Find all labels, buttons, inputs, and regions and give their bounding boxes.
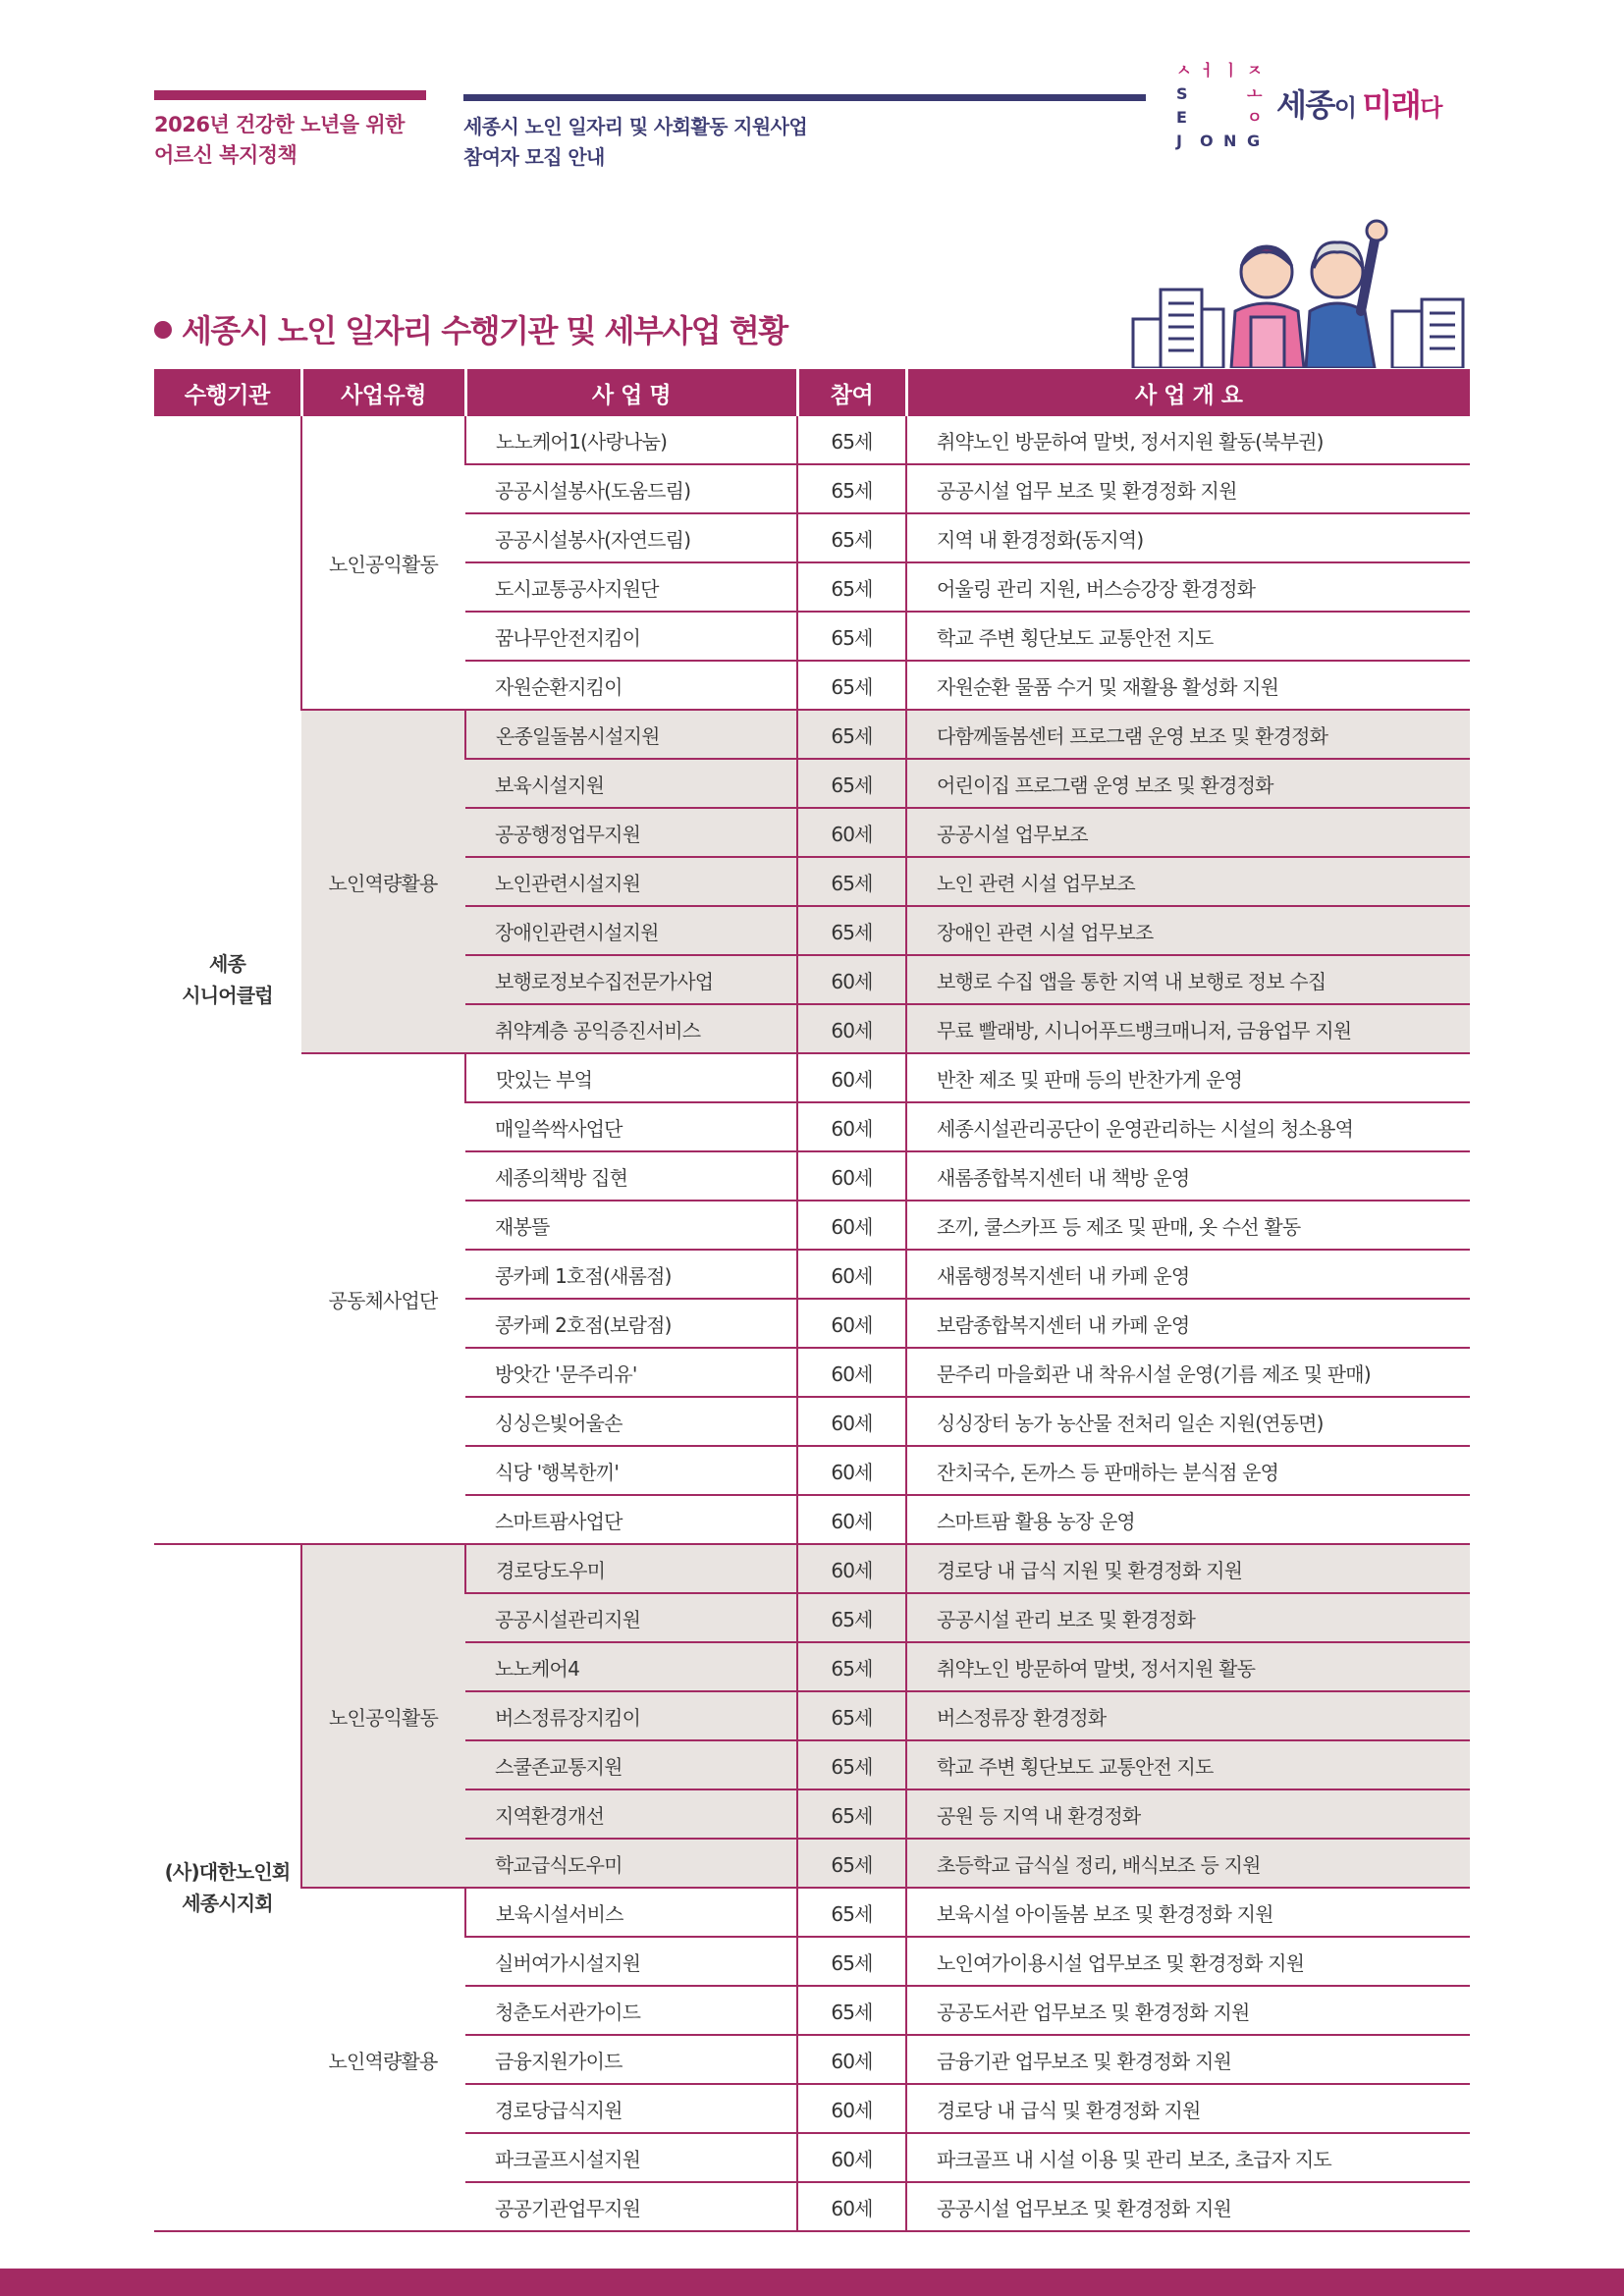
header-program: 사 업 명 (465, 369, 797, 416)
summary-cell: 잔치국수, 돈까스 등 판매하는 분식점 운영 (906, 1446, 1470, 1495)
grandmother-icon (1231, 246, 1304, 368)
logo-glyph: ㅈ (1247, 61, 1263, 80)
summary-cell: 보행로 수집 앱을 통한 지역 내 보행로 정보 수집 (906, 955, 1470, 1004)
summary-cell: 싱싱장터 농가 농산물 전처리 일손 지원(연동면) (906, 1397, 1470, 1446)
org-name-line: 세종시지회 (182, 1892, 273, 1915)
program-name-cell: 경로당급식지원 (465, 2084, 797, 2133)
table-row (154, 1053, 1470, 1102)
summary-cell: 학교 주변 횡단보도 교통안전 지도 (906, 612, 1470, 661)
table-row (154, 1544, 1470, 1593)
section-title-text: 세종시 노인 일자리 수행기관 및 세부사업 현황 (182, 312, 787, 349)
age-cell: 60세 (797, 1201, 906, 1250)
age-cell: 65세 (797, 562, 906, 612)
org-cell (154, 1544, 301, 2231)
program-name-cell: 매일쓱싹사업단 (465, 1102, 797, 1151)
program-name-cell: 스마트팜사업단 (465, 1495, 797, 1544)
summary-cell: 취약노인 방문하여 말벗, 정서지원 활동(북부권) (906, 416, 1470, 464)
age-cell: 65세 (797, 1888, 906, 1937)
grandfather-icon (1306, 221, 1386, 368)
age-cell: 65세 (797, 1740, 906, 1789)
age-cell: 65세 (797, 1986, 906, 2035)
seniors-illustration (1129, 201, 1473, 368)
summary-cell: 장애인 관련 시설 업무보조 (906, 906, 1470, 955)
slogan-main: 세종 (1276, 86, 1334, 124)
type-cell: 노인공익활동 (301, 1544, 465, 1888)
table-header-row (154, 369, 1470, 416)
age-cell: 65세 (797, 710, 906, 759)
logo-glyph: ㅇ (1247, 108, 1263, 127)
slogan-end: 다 (1420, 94, 1441, 122)
header-summary: 사 업 개 요 (906, 369, 1470, 416)
age-cell: 60세 (797, 1544, 906, 1593)
age-cell: 65세 (797, 759, 906, 808)
program-name-cell: 공공시설봉사(자연드림) (465, 513, 797, 562)
summary-cell: 새롬행정복지센터 내 카페 운영 (906, 1250, 1470, 1299)
logo-glyph: E (1176, 108, 1187, 127)
summary-cell: 보육시설 아이돌봄 보조 및 환경정화 지원 (906, 1888, 1470, 1937)
table-body (154, 416, 1470, 2231)
program-name-cell: 자원순환지킴이 (465, 661, 797, 710)
table-row (154, 416, 1470, 464)
program-name-cell: 취약계층 공익증진서비스 (465, 1004, 797, 1053)
bullet-dot-icon (154, 321, 172, 339)
age-cell: 60세 (797, 1348, 906, 1397)
org-name-line: (사)대한노인회 (164, 1860, 291, 1884)
program-name-cell: 온종일돌봄시설지원 (465, 710, 797, 759)
program-title (463, 112, 807, 173)
summary-cell: 조끼, 쿨스카프 등 제조 및 판매, 옷 수선 활동 (906, 1201, 1470, 1250)
age-cell: 65세 (797, 1789, 906, 1839)
program-name-cell: 스쿨존교통지원 (465, 1740, 797, 1789)
program-name-cell: 세종의책방 집현 (465, 1151, 797, 1201)
header-type: 사업유형 (301, 369, 465, 416)
age-cell: 65세 (797, 1937, 906, 1986)
summary-cell: 어울링 관리 지원, 버스승강장 환경정화 (906, 562, 1470, 612)
age-cell: 60세 (797, 1053, 906, 1102)
age-cell: 65세 (797, 857, 906, 906)
age-cell: 60세 (797, 1446, 906, 1495)
org-name-line: 세종 (208, 952, 246, 976)
program-name-cell: 청춘도서관가이드 (465, 1986, 797, 2035)
logo-glyph: ㅓ (1200, 61, 1216, 80)
program-name-cell: 학교급식도우미 (465, 1839, 797, 1888)
org-name-line: 시니어클럽 (182, 984, 273, 1007)
logo-glyph: ㅗ (1247, 84, 1263, 103)
logo-glyph: ㅅ (1176, 61, 1192, 80)
summary-cell: 금융기관 업무보조 및 환경정화 지원 (906, 2035, 1470, 2084)
program-name-cell: 공공시설관리지원 (465, 1593, 797, 1642)
slogan-particle: 이 (1333, 94, 1363, 122)
program-name-cell: 재봉뜰 (465, 1201, 797, 1250)
summary-cell: 새롬종합복지센터 내 책방 운영 (906, 1151, 1470, 1201)
program-name-cell: 도시교통공사지원단 (465, 562, 797, 612)
program-name-cell: 공공시설봉사(도움드림) (465, 464, 797, 513)
program-name-cell: 싱싱은빛어울손 (465, 1397, 797, 1446)
program-name-cell: 노인관련시설지원 (465, 857, 797, 906)
policy-title (154, 110, 405, 171)
program-title-line-1: 세종시 노인 일자리 및 사회활동 지원사업 (463, 115, 808, 138)
age-cell: 60세 (797, 1102, 906, 1151)
type-cell: 공동체사업단 (301, 1053, 465, 1544)
program-name-cell: 공공행정업무지원 (465, 808, 797, 857)
age-cell: 65세 (797, 513, 906, 562)
program-name-cell: 지역환경개선 (465, 1789, 797, 1839)
age-cell: 65세 (797, 416, 906, 464)
program-name-cell: 공공기관업무지원 (465, 2182, 797, 2231)
program-name-cell: 방앗간 '문주리유' (465, 1348, 797, 1397)
age-cell: 65세 (797, 906, 906, 955)
age-cell: 60세 (797, 2035, 906, 2084)
program-name-cell: 콩카페 2호점(보람점) (465, 1299, 797, 1348)
summary-cell: 노인 관련 시설 업무보조 (906, 857, 1470, 906)
program-name-cell: 노노케어1(사랑나눔) (465, 416, 797, 464)
age-cell: 60세 (797, 1004, 906, 1053)
program-title-line-2: 참여자 모집 안내 (463, 145, 605, 169)
age-cell: 65세 (797, 612, 906, 661)
age-cell: 65세 (797, 1839, 906, 1888)
age-cell: 60세 (797, 955, 906, 1004)
summary-cell: 지역 내 환경정화(동지역) (906, 513, 1470, 562)
age-cell: 60세 (797, 2182, 906, 2231)
table-row (154, 1888, 1470, 1937)
program-name-cell: 보행로정보수집전문가사업 (465, 955, 797, 1004)
left-accent-bar (154, 90, 426, 100)
summary-cell: 경로당 내 급식 및 환경정화 지원 (906, 2084, 1470, 2133)
slogan-future: 미래 (1362, 86, 1421, 124)
summary-cell: 반찬 제조 및 판매 등의 반찬가게 운영 (906, 1053, 1470, 1102)
program-name-cell: 보육시설서비스 (465, 1888, 797, 1937)
age-cell: 60세 (797, 1250, 906, 1299)
program-name-cell: 버스정류장지킴이 (465, 1691, 797, 1740)
program-name-cell: 꿈나무안전지킴이 (465, 612, 797, 661)
age-cell: 60세 (797, 2133, 906, 2182)
org-cell (154, 416, 301, 1544)
logo-glyph: O (1200, 132, 1214, 150)
summary-cell: 노인여가이용시설 업무보조 및 환경정화 지원 (906, 1937, 1470, 1986)
summary-cell: 공공시설 관리 보조 및 환경정화 (906, 1593, 1470, 1642)
program-name-cell: 경로당도우미 (465, 1544, 797, 1593)
summary-cell: 어린이집 프로그램 운영 보조 및 환경정화 (906, 759, 1470, 808)
summary-cell: 취약노인 방문하여 말벗, 정서지원 활동 (906, 1642, 1470, 1691)
age-cell: 65세 (797, 1691, 906, 1740)
summary-cell: 버스정류장 환경정화 (906, 1691, 1470, 1740)
summary-cell: 세종시설관리공단이 운영관리하는 시설의 청소용역 (906, 1102, 1470, 1151)
age-cell: 60세 (797, 1397, 906, 1446)
program-name-cell: 노노케어4 (465, 1642, 797, 1691)
table-row (154, 710, 1470, 759)
policy-title-line-1: 2026년 건강한 노년을 위한 (154, 113, 405, 136)
age-cell: 60세 (797, 1151, 906, 1201)
summary-cell: 보람종합복지센터 내 카페 운영 (906, 1299, 1470, 1348)
program-name-cell: 장애인관련시설지원 (465, 906, 797, 955)
age-cell: 65세 (797, 1642, 906, 1691)
summary-cell: 공원 등 지역 내 환경정화 (906, 1789, 1470, 1839)
age-cell: 65세 (797, 661, 906, 710)
mid-accent-bar (463, 94, 1146, 101)
summary-cell: 공공시설 업무보조 (906, 808, 1470, 857)
summary-cell: 경로당 내 급식 지원 및 환경정화 지원 (906, 1544, 1470, 1593)
age-cell: 60세 (797, 2084, 906, 2133)
age-cell: 60세 (797, 1299, 906, 1348)
summary-cell: 문주리 마을회관 내 착유시설 운영(기름 제조 및 판매) (906, 1348, 1470, 1397)
logo-glyph: N (1223, 132, 1237, 150)
summary-cell: 자원순환 물품 수거 및 재활용 활성화 지원 (906, 661, 1470, 710)
summary-cell: 파크골프 내 시설 이용 및 관리 보조, 초급자 지도 (906, 2133, 1470, 2182)
footer-bar (0, 2269, 1624, 2296)
sejong-logo-mark (1168, 61, 1267, 151)
summary-cell: 학교 주변 횡단보도 교통안전 지도 (906, 1740, 1470, 1789)
logo-glyph: J (1176, 132, 1182, 150)
type-cell: 노인역량활용 (301, 1888, 465, 2231)
program-table (154, 369, 1470, 2232)
summary-cell: 다함께돌봄센터 프로그램 운영 보조 및 환경정화 (906, 710, 1470, 759)
header-org: 수행기관 (154, 369, 301, 416)
slogan-logo (1276, 80, 1441, 126)
age-cell: 60세 (797, 1495, 906, 1544)
type-cell: 노인역량활용 (301, 710, 465, 1053)
program-name-cell: 실버여가시설지원 (465, 1937, 797, 1986)
age-cell: 65세 (797, 464, 906, 513)
logo-glyph: ㅣ (1223, 61, 1239, 80)
logo-glyph: S (1176, 84, 1188, 103)
summary-cell: 공공시설 업무보조 및 환경정화 지원 (906, 2182, 1470, 2231)
summary-cell: 공공시설 업무 보조 및 환경정화 지원 (906, 464, 1470, 513)
program-name-cell: 맛있는 부엌 (465, 1053, 797, 1102)
section-title (154, 306, 787, 351)
summary-cell: 무료 빨래방, 시니어푸드뱅크매니저, 금융업무 지원 (906, 1004, 1470, 1053)
program-name-cell: 파크골프시설지원 (465, 2133, 797, 2182)
age-cell: 60세 (797, 808, 906, 857)
logo-glyph: G (1247, 132, 1261, 150)
age-cell: 65세 (797, 1593, 906, 1642)
program-name-cell: 보육시설지원 (465, 759, 797, 808)
summary-cell: 공공도서관 업무보조 및 환경정화 지원 (906, 1986, 1470, 2035)
header-age: 참여 (797, 369, 906, 416)
summary-cell: 초등학교 급식실 정리, 배식보조 등 지원 (906, 1839, 1470, 1888)
program-name-cell: 금융지원가이드 (465, 2035, 797, 2084)
program-name-cell: 식당 '행복한끼' (465, 1446, 797, 1495)
summary-cell: 스마트팜 활용 농장 운영 (906, 1495, 1470, 1544)
type-cell: 노인공익활동 (301, 416, 465, 710)
policy-title-line-2: 어르신 복지정책 (154, 143, 298, 167)
program-name-cell: 콩카페 1호점(새롬점) (465, 1250, 797, 1299)
